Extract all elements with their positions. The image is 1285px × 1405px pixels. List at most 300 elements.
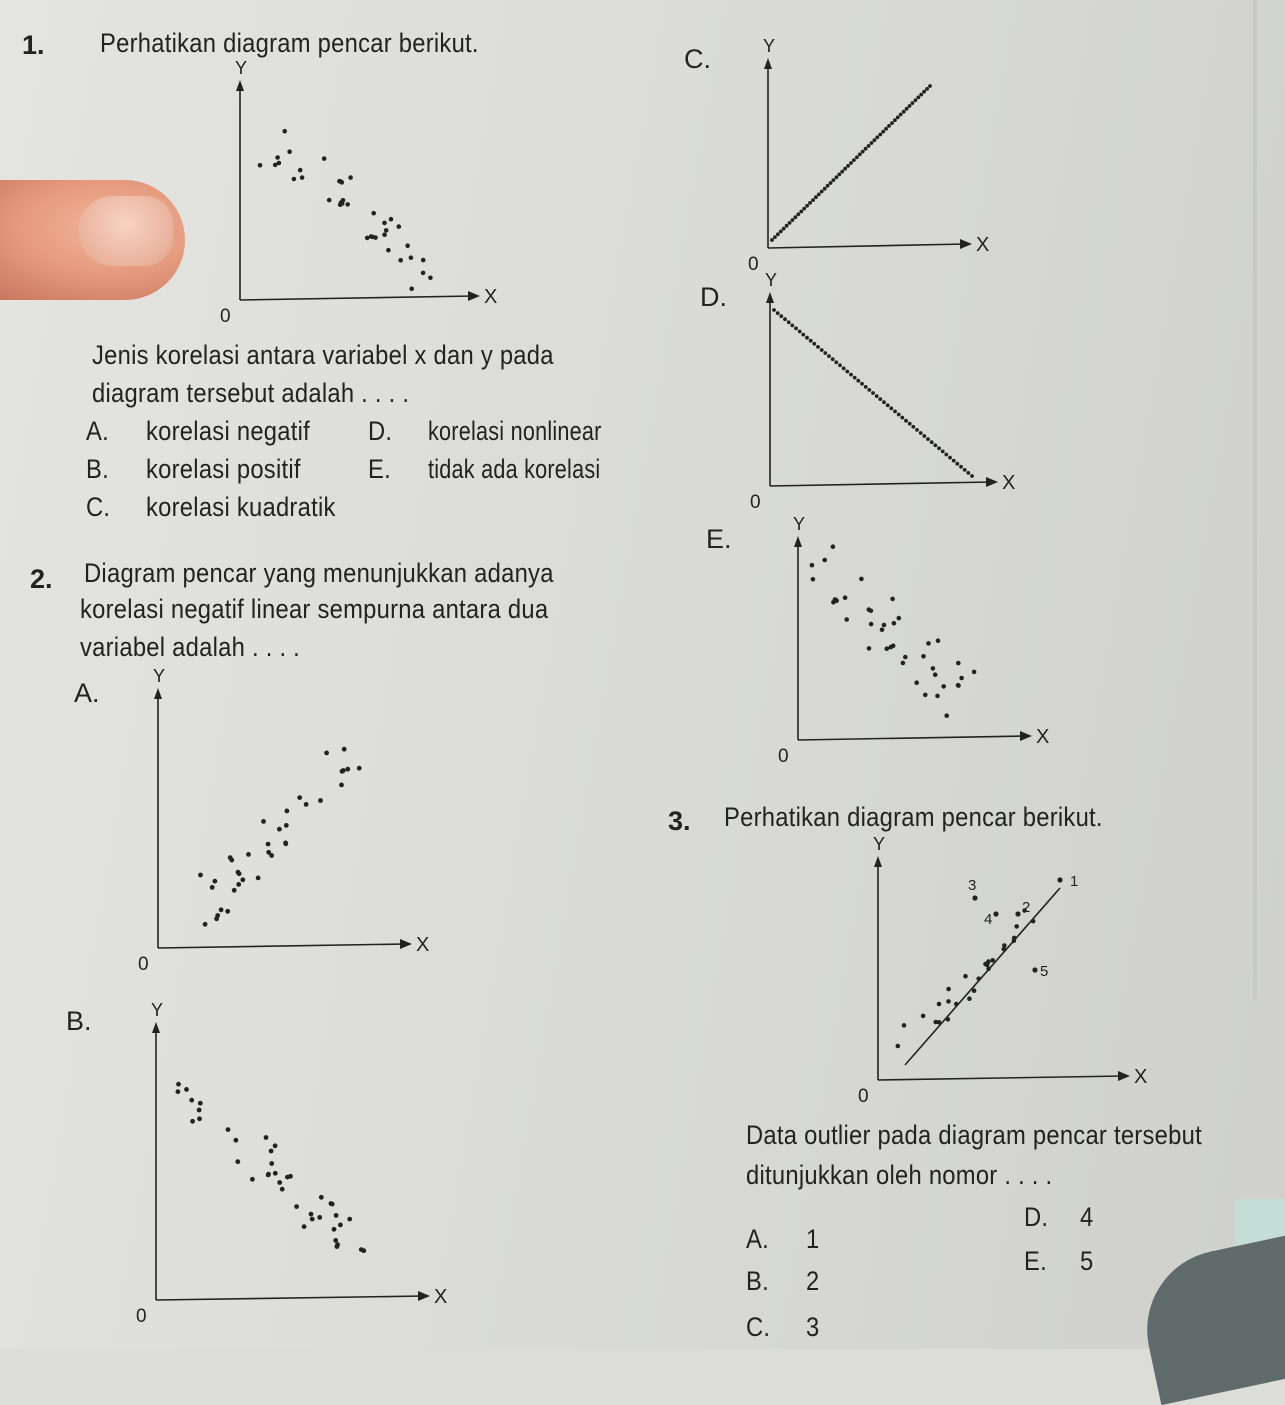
- q2c-point: [829, 181, 833, 185]
- q3-labeled-point-1: [1057, 877, 1062, 882]
- q2b-point: [273, 1143, 278, 1148]
- q2d-point: [966, 471, 970, 475]
- q2c-point: [902, 110, 906, 114]
- q2a-point: [232, 888, 237, 893]
- q2c-point: [887, 124, 891, 128]
- q2b-point: [302, 1224, 307, 1229]
- q2c-point: [823, 187, 827, 191]
- q2-option-a-plot: [120, 666, 440, 980]
- q2d-point: [886, 403, 890, 407]
- q2a-point: [256, 876, 261, 881]
- q2c-point: [837, 173, 841, 177]
- q2b-point: [294, 1204, 299, 1209]
- q2b-point: [269, 1149, 274, 1154]
- q2d-point: [856, 379, 860, 383]
- q2d-point: [827, 354, 831, 358]
- q2d-point: [823, 351, 827, 355]
- q2d-point: [842, 367, 846, 371]
- q2c-point: [911, 101, 915, 105]
- q3-point: [921, 1014, 926, 1019]
- q2a-point: [277, 827, 282, 832]
- q2a-point: [340, 769, 345, 774]
- q2c-point: [808, 201, 812, 205]
- q2e-point: [822, 558, 827, 563]
- q3-option-a-text: 1: [806, 1224, 820, 1254]
- q1-option-d-letter: D.: [368, 416, 393, 446]
- q2b-point: [197, 1116, 202, 1121]
- q2b-point: [288, 1174, 293, 1179]
- q2d-point: [779, 314, 783, 318]
- q2c-point: [820, 190, 824, 194]
- q2c-point: [916, 96, 920, 100]
- q2e-point: [914, 680, 919, 685]
- q2e-point: [844, 617, 849, 622]
- q2e-point: [891, 644, 896, 649]
- q2e-point: [923, 693, 928, 698]
- q2a-point: [339, 783, 344, 788]
- q3-point: [1012, 939, 1017, 944]
- q1-point: [382, 221, 387, 226]
- q2a-point: [203, 922, 208, 927]
- q2d-point: [922, 434, 926, 438]
- q1-point: [382, 232, 387, 237]
- q2c-point: [796, 212, 800, 216]
- q1-point: [258, 163, 263, 168]
- q3-option-d-letter: D.: [1024, 1202, 1049, 1232]
- q2a-point: [219, 907, 224, 912]
- q2c-y-label: Y: [763, 36, 776, 56]
- q2d-point: [798, 330, 802, 334]
- q2b-point: [361, 1248, 366, 1253]
- q1-point: [298, 168, 303, 173]
- q2b-point: [319, 1195, 324, 1200]
- q1-option-a-letter: A.: [86, 416, 109, 446]
- q3-option-a-letter: A.: [746, 1224, 769, 1254]
- q2e-point: [890, 597, 895, 602]
- q1-point: [371, 211, 376, 216]
- q3-point-label-1: 1: [1070, 873, 1079, 890]
- q2b-point: [184, 1087, 189, 1092]
- q2e-point: [843, 595, 848, 600]
- q2a-point: [269, 853, 274, 858]
- q3-point-label-2: 2: [1022, 899, 1031, 916]
- q2e-point: [926, 641, 931, 646]
- q2b-point: [250, 1177, 255, 1182]
- q2b-point: [190, 1119, 195, 1124]
- q3-point: [1031, 919, 1036, 924]
- q2c-point: [811, 198, 815, 202]
- q2a-x-axis: [158, 944, 406, 948]
- q2b-point: [334, 1213, 339, 1218]
- q2e-point: [956, 661, 961, 666]
- q3-point: [896, 1044, 901, 1049]
- q3-point: [976, 976, 981, 981]
- q1-option-b-letter: B.: [86, 454, 109, 484]
- q2d-point: [908, 422, 912, 426]
- q2a-point: [214, 916, 219, 921]
- q2d-point: [937, 446, 941, 450]
- q3-option-e-letter: E.: [1024, 1246, 1047, 1276]
- q2e-x-axis: [798, 736, 1026, 740]
- q3-labeled-point-5: [1032, 967, 1037, 972]
- q3-regression-line: [905, 888, 1060, 1065]
- q2b-point: [280, 1187, 285, 1192]
- q2b-y-label: Y: [151, 1000, 164, 1020]
- q2e-y-label: Y: [793, 514, 806, 534]
- q2a-point: [236, 882, 241, 887]
- q3-point: [986, 966, 991, 971]
- q1-point: [370, 235, 375, 240]
- q2e-x-arrow-icon: [1020, 731, 1032, 741]
- q2-option-b-letter: B.: [66, 1006, 92, 1036]
- q2c-point: [899, 113, 903, 117]
- q2a-point: [229, 858, 234, 863]
- q2d-point: [776, 311, 780, 315]
- q2a-point: [345, 767, 350, 772]
- q2-stem-line2: korelasi negatif linear sempurna antara dua: [80, 594, 549, 624]
- q2a-point: [213, 879, 218, 884]
- q3-labeled-point-4: [993, 911, 998, 916]
- q2e-point: [944, 713, 949, 718]
- q2c-point: [908, 104, 912, 108]
- q2c-point: [776, 232, 780, 236]
- q2d-point: [915, 428, 919, 432]
- q1-point: [277, 161, 282, 166]
- q2c-point: [925, 87, 929, 91]
- q2c-point: [835, 175, 839, 179]
- q2c-point: [805, 204, 809, 208]
- q3-option-d-text: 4: [1080, 1202, 1094, 1232]
- q2d-y-arrow-icon: [766, 292, 774, 303]
- q1-option-c-letter: C.: [86, 492, 111, 522]
- q2c-point: [855, 155, 859, 159]
- q1-point: [398, 258, 403, 263]
- q2b-x-arrow-icon: [418, 1291, 430, 1301]
- q2b-point: [234, 1138, 239, 1143]
- q2d-point: [772, 308, 776, 312]
- q2-option-e-letter: E.: [706, 524, 732, 554]
- q3-option-b-text: 2: [806, 1266, 820, 1296]
- q1-point: [287, 149, 292, 154]
- q3-point: [972, 988, 977, 993]
- q2c-point: [843, 167, 847, 171]
- q3-point: [937, 1002, 942, 1007]
- q2b-x-axis: [156, 1296, 424, 1300]
- q2c-point: [826, 184, 830, 188]
- q1-scatter-plot: [200, 60, 500, 330]
- q2c-origin-label: 0: [748, 254, 759, 275]
- q3-point: [1002, 947, 1007, 952]
- q2e-point: [867, 646, 872, 651]
- q1-point: [300, 175, 305, 180]
- q2-option-d-letter: D.: [700, 282, 727, 312]
- q2d-point: [809, 339, 813, 343]
- q2e-origin-label: 0: [778, 746, 789, 767]
- q2d-point: [897, 413, 901, 417]
- q1-y-arrow-icon: [236, 80, 244, 91]
- q2a-x-label: X: [416, 934, 430, 956]
- q2e-point: [941, 684, 946, 689]
- q3-point: [1014, 924, 1019, 929]
- q3-x-axis: [878, 1076, 1124, 1080]
- q1-point: [282, 129, 287, 134]
- q1-point: [292, 177, 297, 182]
- q2b-point: [235, 1159, 240, 1164]
- q2d-x-arrow-icon: [986, 477, 998, 487]
- q2e-point: [892, 621, 897, 626]
- q2d-point: [911, 425, 915, 429]
- q2e-y-arrow-icon: [794, 536, 802, 547]
- q2b-point: [317, 1215, 322, 1220]
- q2b-point: [266, 1172, 271, 1177]
- q2-stem-line3: variabel adalah . . . .: [80, 632, 301, 662]
- q2a-point: [304, 802, 309, 807]
- q2e-point: [903, 655, 908, 660]
- q1-stem-line1: Jenis korelasi antara variabel x dan y pada: [92, 340, 554, 370]
- q1-point: [275, 155, 280, 160]
- q3-point-label-3: 3: [968, 877, 977, 894]
- q2c-point: [858, 153, 862, 157]
- q2d-point: [831, 357, 835, 361]
- q2e-point: [901, 661, 906, 666]
- q3-point-label-4: 4: [984, 911, 993, 928]
- q2b-point: [264, 1135, 269, 1140]
- q2d-point: [900, 416, 904, 420]
- q2d-point: [963, 468, 967, 472]
- q2d-point: [959, 465, 963, 469]
- q2b-origin-label: 0: [136, 1306, 147, 1327]
- q2a-x-arrow-icon: [400, 939, 412, 949]
- q3-option-c-text: 3: [806, 1312, 820, 1342]
- q2d-point: [867, 388, 871, 392]
- q1-point: [348, 175, 353, 180]
- q3-intro: Perhatikan diagram pencar berikut.: [724, 802, 1103, 832]
- q3-number: 3.: [668, 806, 691, 836]
- q2d-point: [794, 327, 798, 331]
- q1-point: [341, 198, 346, 203]
- q2c-point: [867, 144, 871, 148]
- q2-number: 2.: [30, 564, 53, 594]
- q2c-point: [905, 107, 909, 111]
- q2d-x-axis: [770, 482, 992, 486]
- q3-point: [986, 959, 991, 964]
- q2d-point: [882, 400, 886, 404]
- q2c-point: [794, 215, 798, 219]
- q1-option-c-text: korelasi kuadratik: [146, 492, 336, 522]
- q3-point: [990, 958, 995, 963]
- q2e-point: [897, 616, 902, 621]
- q2b-point: [333, 1238, 338, 1243]
- q2c-point: [832, 178, 836, 182]
- q1-option-d-text: korelasi nonlinear: [428, 416, 602, 446]
- q2c-point: [870, 141, 874, 145]
- q2a-point: [285, 809, 290, 814]
- q1-origin-label: 0: [220, 306, 231, 327]
- q3-x-label: X: [1134, 1066, 1148, 1088]
- q2a-origin-label: 0: [138, 954, 149, 975]
- q2c-point: [814, 195, 818, 199]
- q3-point: [902, 1023, 907, 1028]
- q2d-point: [864, 385, 868, 389]
- q2c-point: [861, 150, 865, 154]
- q2e-point: [972, 670, 977, 675]
- q2a-point: [318, 798, 323, 803]
- q2b-point: [176, 1082, 181, 1087]
- q3-point: [946, 987, 951, 992]
- q2d-point: [919, 431, 923, 435]
- q1-point: [397, 224, 402, 229]
- q2a-y-arrow-icon: [154, 688, 162, 699]
- q2e-point: [956, 683, 961, 688]
- q3-point: [937, 1020, 942, 1025]
- q2c-point: [881, 130, 885, 134]
- q3-option-b-letter: B.: [746, 1266, 769, 1296]
- q2b-point: [269, 1161, 274, 1166]
- q1-intro: Perhatikan diagram pencar berikut.: [100, 28, 479, 58]
- q2e-point: [933, 672, 938, 677]
- q2a-point: [198, 873, 203, 878]
- q2d-point: [790, 324, 794, 328]
- q3-scatter-plot: [858, 834, 1150, 1120]
- q1-point: [421, 271, 426, 276]
- q1-stem-line2: diagram tersebut adalah . . . .: [92, 378, 410, 408]
- q2b-point: [273, 1171, 278, 1176]
- q2d-point: [820, 348, 824, 352]
- q2d-point: [787, 320, 791, 324]
- q2c-point: [791, 218, 795, 222]
- q2d-point: [816, 345, 820, 349]
- q2c-x-axis: [768, 244, 966, 248]
- q2b-point: [277, 1180, 282, 1185]
- q2e-x-label: X: [1036, 726, 1050, 748]
- q2d-point: [893, 410, 897, 414]
- q2c-point: [788, 221, 792, 225]
- q3-origin-label: 0: [858, 1086, 869, 1107]
- q2c-y-arrow-icon: [764, 58, 772, 69]
- q2d-point: [849, 373, 853, 377]
- binder-clip-photo-artifact: [1132, 1233, 1285, 1405]
- q2b-point: [198, 1101, 203, 1106]
- q2d-point: [860, 382, 864, 386]
- q2c-point: [840, 170, 844, 174]
- q2c-point: [919, 93, 923, 97]
- q3-point-label-5: 5: [1040, 963, 1049, 980]
- q2e-point: [880, 628, 885, 633]
- q2c-point: [846, 164, 850, 168]
- q1-point: [409, 287, 414, 292]
- q2a-point: [357, 766, 362, 771]
- q1-point: [428, 276, 433, 281]
- q1-option-e-text: tidak ada korelasi: [428, 454, 601, 484]
- q2a-y-label: Y: [153, 666, 166, 686]
- q2d-point: [805, 336, 809, 340]
- q2d-point: [875, 394, 879, 398]
- q2e-point: [810, 563, 815, 568]
- q2b-point: [226, 1127, 231, 1132]
- q2e-point: [882, 623, 887, 628]
- q2e-point: [935, 694, 940, 699]
- q1-point: [384, 228, 389, 233]
- q2d-point: [878, 397, 882, 401]
- q2c-x-arrow-icon: [960, 239, 972, 249]
- q2c-point: [914, 98, 918, 102]
- q2c-point: [799, 210, 803, 214]
- q2a-point: [324, 751, 329, 756]
- q2a-point: [284, 823, 289, 828]
- q2c-point: [773, 235, 777, 239]
- q2-option-d-plot: [750, 270, 1030, 516]
- page-edge: [1253, 0, 1257, 1000]
- q3-option-e-text: 5: [1080, 1246, 1094, 1276]
- q2-option-e-plot: [770, 514, 1060, 778]
- fingernail-photo-artifact: [78, 196, 173, 266]
- q1-point: [409, 255, 414, 260]
- q2c-point: [884, 127, 888, 131]
- q1-point: [345, 202, 350, 207]
- q2d-point: [812, 342, 816, 346]
- q2c-point: [864, 147, 868, 151]
- q2b-point: [347, 1217, 352, 1222]
- q2c-point: [817, 193, 821, 197]
- q2e-point: [834, 598, 839, 603]
- q2d-point: [834, 360, 838, 364]
- q1-point: [365, 236, 370, 241]
- q2b-x-label: X: [434, 1286, 448, 1308]
- q2e-point: [885, 646, 890, 651]
- q2c-point: [873, 138, 877, 142]
- q2d-point: [952, 459, 956, 463]
- q3-stem-line2: ditunjukkan oleh nomor . . . .: [746, 1160, 1053, 1190]
- q2d-point: [970, 474, 974, 478]
- q2-option-a-letter: A.: [74, 678, 100, 708]
- q2d-point: [926, 437, 930, 441]
- q1-point: [322, 156, 327, 161]
- q2e-point: [959, 676, 964, 681]
- q2d-point: [955, 462, 959, 466]
- q3-labeled-point-2: [1015, 911, 1020, 916]
- q2e-point: [811, 577, 816, 582]
- q3-point: [963, 974, 968, 979]
- q2d-point: [889, 407, 893, 411]
- q2b-point: [189, 1098, 194, 1103]
- q2d-y-label: Y: [765, 270, 778, 290]
- q1-number: 1.: [22, 30, 45, 60]
- q3-point: [946, 999, 951, 1004]
- q2d-point: [948, 456, 952, 460]
- q2d-point: [904, 419, 908, 423]
- q2d-point: [871, 391, 875, 395]
- q1-point: [386, 248, 391, 253]
- q1-point: [340, 180, 345, 185]
- q2c-point: [782, 227, 786, 231]
- q1-option-e-letter: E.: [368, 454, 391, 484]
- q2b-point: [335, 1242, 340, 1247]
- q2c-point: [896, 116, 900, 120]
- q2a-point: [240, 877, 245, 882]
- q2a-point: [210, 885, 215, 890]
- q2b-point: [330, 1202, 335, 1207]
- q2-stem-line1: Diagram pencar yang menunjukkan adanya: [84, 558, 554, 588]
- q2c-point: [878, 133, 882, 137]
- q2d-point: [838, 363, 842, 367]
- q2a-point: [342, 747, 347, 752]
- q1-x-arrow-icon: [468, 291, 480, 301]
- q1-x-axis: [240, 296, 474, 300]
- q1-point: [389, 217, 394, 222]
- q2d-point: [845, 370, 849, 374]
- q2b-point: [338, 1223, 343, 1228]
- q2a-point: [225, 909, 230, 914]
